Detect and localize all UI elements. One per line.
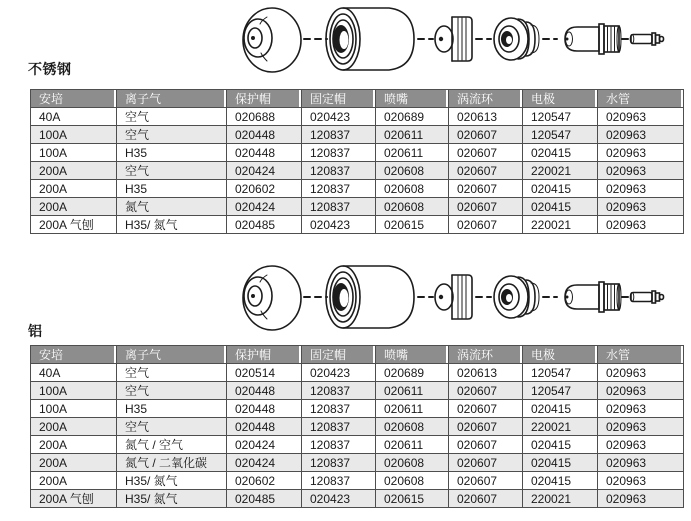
table-cell: H35: [117, 180, 227, 198]
table-row: [31, 162, 684, 180]
table-header-row: [31, 90, 684, 108]
table-cell: 020611: [376, 144, 449, 162]
table-cell: 020608: [376, 180, 449, 198]
table-cell: 020615: [376, 490, 449, 508]
table-cell: 020611: [376, 382, 449, 400]
table-cell: 020963: [598, 472, 684, 490]
table-cell: 120837: [302, 418, 376, 436]
table-cell: 020607: [449, 454, 523, 472]
column-header: 保护帽: [227, 90, 302, 108]
table-cell: 020607: [449, 400, 523, 418]
table-cell: 220021: [523, 162, 598, 180]
table-cell: 020423: [302, 216, 376, 234]
table-cell: 020613: [449, 108, 523, 126]
table-cell: 020607: [449, 216, 523, 234]
table-cell: H35: [117, 144, 227, 162]
table-cell: H35/ 氮气: [117, 472, 227, 490]
table-cell: 020611: [376, 126, 449, 144]
table-cell: 020607: [449, 198, 523, 216]
table-cell: 020485: [227, 216, 302, 234]
table-cell: 020963: [598, 364, 684, 382]
column-header: 电极: [523, 346, 598, 364]
table-cell: 120837: [302, 126, 376, 144]
table-cell: 020607: [449, 144, 523, 162]
table-cell: 40A: [31, 364, 117, 382]
table-cell: 020602: [227, 180, 302, 198]
column-header: 离子气: [117, 90, 227, 108]
table-cell: 200A: [31, 198, 117, 216]
table-cell: 220021: [523, 490, 598, 508]
table-cell: 200A: [31, 472, 117, 490]
parts-table-stainless-steel: [30, 89, 684, 234]
table-cell: 120837: [302, 472, 376, 490]
table-row: [31, 454, 684, 472]
column-header: 离子气: [117, 346, 227, 364]
table-cell: 120837: [302, 198, 376, 216]
table-cell: 020611: [376, 436, 449, 454]
table-cell: 020608: [376, 418, 449, 436]
table-cell: H35: [117, 400, 227, 418]
table-cell: 020963: [598, 382, 684, 400]
table-cell: 40A: [31, 108, 117, 126]
table-cell: 200A 气刨: [31, 490, 117, 508]
table-cell: 020415: [523, 436, 598, 454]
column-header: 喷嘴: [376, 346, 449, 364]
table-cell: 200A 气刨: [31, 216, 117, 234]
table-cell: 020415: [523, 472, 598, 490]
table-cell: 氮气 / 空气: [117, 436, 227, 454]
table-cell: 020689: [376, 108, 449, 126]
table-cell: 020424: [227, 436, 302, 454]
table-cell: 120837: [302, 144, 376, 162]
table-cell: 020485: [227, 490, 302, 508]
table-cell: 020688: [227, 108, 302, 126]
table-cell: 020608: [376, 198, 449, 216]
column-header: 电极: [523, 90, 598, 108]
table-cell: 020415: [523, 180, 598, 198]
table-cell: 020602: [227, 472, 302, 490]
table-cell: 020608: [376, 454, 449, 472]
table-cell: 020415: [523, 400, 598, 418]
table-cell: 120837: [302, 382, 376, 400]
table-cell: 020448: [227, 144, 302, 162]
table-row: [31, 418, 684, 436]
table-row: [31, 144, 684, 162]
exploded-parts-diagram: [225, 3, 665, 75]
column-header: 固定帽: [302, 346, 376, 364]
table-row: [31, 108, 684, 126]
table-cell: 020963: [598, 126, 684, 144]
table-cell: 氮气 / 二氧化碳: [117, 454, 227, 472]
table-cell: 020611: [376, 400, 449, 418]
table-cell: 空气: [117, 364, 227, 382]
table-cell: 020607: [449, 418, 523, 436]
table-cell: 200A: [31, 162, 117, 180]
table-row: [31, 216, 684, 234]
table-cell: 020607: [449, 472, 523, 490]
parts-table-aluminum: [30, 345, 684, 508]
table-cell: 空气: [117, 108, 227, 126]
table-cell: 020424: [227, 162, 302, 180]
column-header: 涡流环: [449, 346, 523, 364]
table-cell: 020424: [227, 454, 302, 472]
column-header: 喷嘴: [376, 90, 449, 108]
table-cell: 200A: [31, 180, 117, 198]
table-cell: 020607: [449, 490, 523, 508]
column-header: 涡流环: [449, 90, 523, 108]
column-header: 保护帽: [227, 346, 302, 364]
table-cell: 200A: [31, 436, 117, 454]
exploded-parts-diagram: [225, 261, 665, 333]
table-cell: 020607: [449, 162, 523, 180]
table-cell: 020424: [227, 198, 302, 216]
table-cell: 020963: [598, 490, 684, 508]
table-cell: 020963: [598, 108, 684, 126]
table-cell: 120547: [523, 364, 598, 382]
table-cell: 020607: [449, 126, 523, 144]
table-cell: 120837: [302, 180, 376, 198]
table-cell: 120837: [302, 162, 376, 180]
table-cell: 020613: [449, 364, 523, 382]
table-cell: 020415: [523, 454, 598, 472]
table-row: [31, 198, 684, 216]
column-header: 水管: [598, 346, 684, 364]
table-cell: 020963: [598, 400, 684, 418]
table-row: [31, 436, 684, 454]
table-cell: 020415: [523, 144, 598, 162]
column-header: 水管: [598, 90, 684, 108]
table-cell: 020423: [302, 364, 376, 382]
table-cell: 020423: [302, 108, 376, 126]
table-row: [31, 364, 684, 382]
table-cell: 空气: [117, 126, 227, 144]
table-cell: 020963: [598, 198, 684, 216]
table-cell: 020448: [227, 418, 302, 436]
table-cell: 120547: [523, 108, 598, 126]
table-cell: 空气: [117, 418, 227, 436]
table-cell: 020448: [227, 126, 302, 144]
column-header: 固定帽: [302, 90, 376, 108]
column-header: 安培: [31, 90, 117, 108]
table-row: [31, 490, 684, 508]
table-cell: 020608: [376, 472, 449, 490]
table-cell: 020607: [449, 382, 523, 400]
table-cell: 020963: [598, 180, 684, 198]
table-cell: 空气: [117, 162, 227, 180]
table-cell: 020448: [227, 382, 302, 400]
table-cell: 020615: [376, 216, 449, 234]
table-cell: 020963: [598, 162, 684, 180]
table-cell: 100A: [31, 144, 117, 162]
table-cell: 120837: [302, 400, 376, 418]
table-cell: 氮气: [117, 198, 227, 216]
table-cell: 200A: [31, 454, 117, 472]
table-cell: 020514: [227, 364, 302, 382]
table-cell: 020963: [598, 436, 684, 454]
table-row: [31, 126, 684, 144]
column-header: 安培: [31, 346, 117, 364]
table-row: [31, 472, 684, 490]
table-cell: 100A: [31, 400, 117, 418]
table-cell: 020963: [598, 454, 684, 472]
table-cell: 120837: [302, 436, 376, 454]
table-cell: 020963: [598, 144, 684, 162]
table-row: [31, 180, 684, 198]
table-cell: 020607: [449, 436, 523, 454]
table-header-row: [31, 346, 684, 364]
table-cell: 020415: [523, 198, 598, 216]
table-cell: H35/ 氮气: [117, 490, 227, 508]
section-title-aluminum: 铝: [28, 323, 43, 339]
table-cell: 020448: [227, 400, 302, 418]
table-cell: 120547: [523, 126, 598, 144]
table-cell: 100A: [31, 126, 117, 144]
table-cell: 020607: [449, 180, 523, 198]
table-row: [31, 400, 684, 418]
section-title-stainless-steel: 不锈钢: [28, 61, 72, 77]
table-cell: 020963: [598, 216, 684, 234]
table-cell: 120547: [523, 382, 598, 400]
table-row: [31, 382, 684, 400]
table-cell: 200A: [31, 418, 117, 436]
table-cell: 100A: [31, 382, 117, 400]
table-cell: 020423: [302, 490, 376, 508]
table-cell: 020608: [376, 162, 449, 180]
table-cell: 220021: [523, 418, 598, 436]
table-cell: 020963: [598, 418, 684, 436]
table-cell: 空气: [117, 382, 227, 400]
table-cell: H35/ 氮气: [117, 216, 227, 234]
table-cell: 020689: [376, 364, 449, 382]
table-cell: 120837: [302, 454, 376, 472]
table-cell: 220021: [523, 216, 598, 234]
